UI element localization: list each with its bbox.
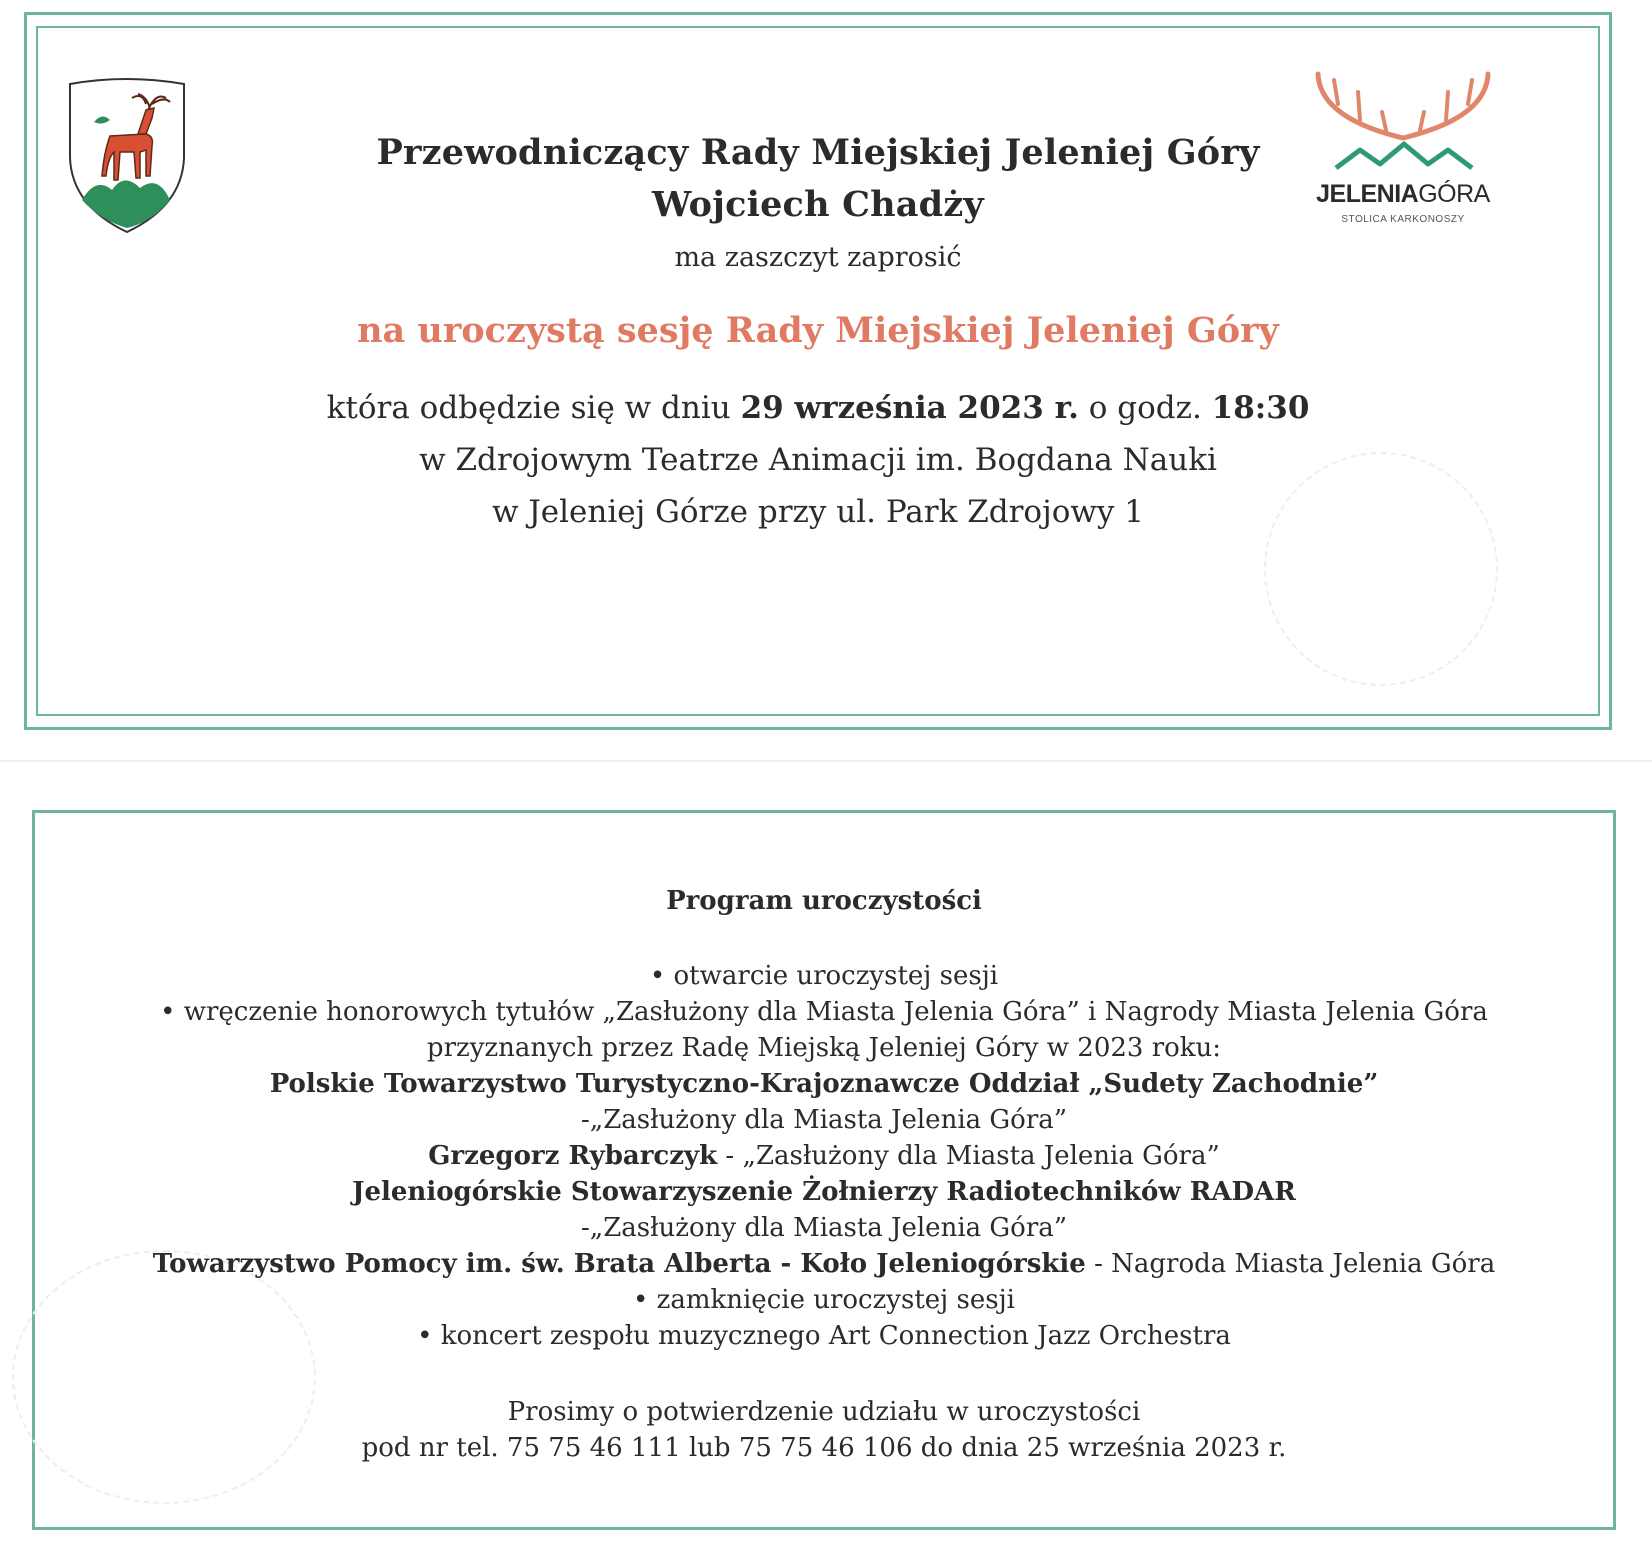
program-item-opening: otwarcie uroczystej sesji — [673, 961, 999, 991]
program-list — [32, 958, 1616, 1354]
when-prefix: która odbędzie się w dniu — [326, 390, 731, 426]
event-time: 18:30 — [1211, 390, 1310, 426]
program-item-concert: koncert zespołu muzycznego Art Connection Jazz Orchestra — [440, 1321, 1231, 1351]
award-1-title: -„Zasłużony dla Miasta Jelenia Góra” — [580, 1105, 1068, 1135]
award-1-name — [32, 1066, 1616, 1102]
award-2-title: - „Zasłużony dla Miasta Jelenia Góra” — [725, 1141, 1220, 1171]
award-4-title: - Nagroda Miasta Jelenia Góra — [1094, 1249, 1496, 1279]
rsvp-line1: Prosimy o potwierdzenie udziału w uroczystości — [507, 1397, 1141, 1427]
venue-line2: w Jeleniej Górze przy ul. Park Zdrojowy 1 — [491, 494, 1144, 530]
program-title: Program uroczystości — [666, 886, 982, 916]
logo-name-part1: JELENIA — [1316, 180, 1419, 208]
embossed-seal — [1264, 452, 1498, 686]
event-datetime — [24, 390, 1612, 426]
program-item-awards-cont: przyznanych przez Radę Miejską Jeleniej Góry w 2023 roku: — [426, 1033, 1222, 1063]
venue-line1: w Zdrojowym Teatrze Animacji im. Bogdana Nauki — [419, 442, 1217, 478]
list-item: • wręczenie honorowych tytułów „Zasłużony dla Miasta Jelenia Góra” i Nagrody Miasta Jelenia Góra — [160, 997, 1488, 1027]
list-item: • otwarcie uroczystej sesji — [649, 961, 999, 991]
award-2 — [32, 1138, 1616, 1174]
heading-name: Wojciech Chadży — [652, 184, 984, 225]
event-date: 29 września 2023 r. — [740, 390, 1079, 426]
heading-line1: Przewodniczący Rady Miejskiej Jeleniej Góry — [376, 132, 1260, 173]
award-4-recipient: Towarzystwo Pomocy im. św. Brata Alberta - Koło Jeleniogórskie — [152, 1249, 1086, 1279]
list-item: • zamknięcie uroczystej sesji — [633, 1285, 1015, 1315]
page-divider — [0, 760, 1652, 762]
time-prefix: o godz. — [1088, 390, 1202, 426]
award-3-name — [32, 1174, 1616, 1210]
invitation-card — [24, 12, 1612, 730]
honor-line: ma zaszczyt zaprosić — [674, 242, 962, 273]
rsvp-line2: pod nr tel. 75 75 46 111 lub 75 75 46 106 do dnia 25 września 2023 r. — [361, 1433, 1287, 1463]
program-item-closing: zamknięcie uroczystej sesji — [656, 1285, 1015, 1315]
award-3-recipient: Jeleniogórskie Stowarzyszenie Żołnierzy Radiotechników RADAR — [352, 1177, 1296, 1207]
event-title: na uroczystą sesję Rady Miejskiej Jeleniej Góry — [357, 310, 1279, 351]
program-card — [32, 810, 1616, 1530]
award-2-recipient: Grzegorz Rybarczyk — [428, 1141, 718, 1171]
list-item: • koncert zespołu muzycznego Art Connection Jazz Orchestra — [417, 1321, 1231, 1351]
award-3-title: -„Zasłużony dla Miasta Jelenia Góra” — [580, 1213, 1068, 1243]
program-item-awards: wręczenie honorowych tytułów „Zasłużony dla Miasta Jelenia Góra” i Nagrody Miasta Jelenia Góra — [183, 997, 1488, 1027]
award-4 — [32, 1246, 1616, 1282]
logo-name-part2: GÓRA — [1418, 180, 1490, 208]
logo-tagline: STOLICA KARKONOSZY — [1341, 214, 1465, 225]
award-1-recipient: Polskie Towarzystwo Turystyczno-Krajoznawcze Oddział „Sudety Zachodnie” — [269, 1069, 1379, 1099]
